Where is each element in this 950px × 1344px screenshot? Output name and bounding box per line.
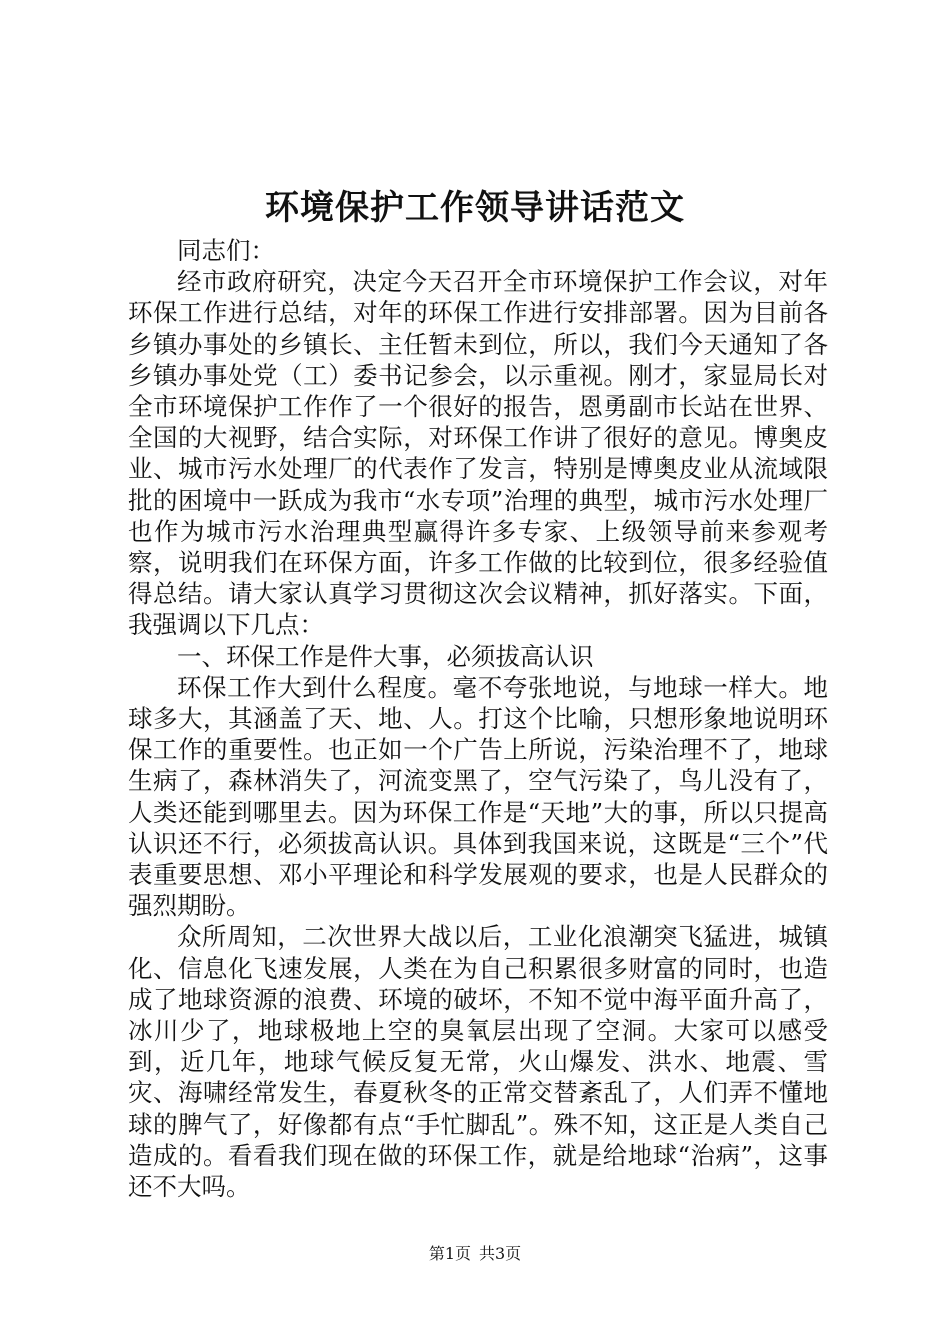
- paragraph-intro: 经市政府研究，决定今天召开全市环境保护工作会议，对年环保工作进行总结，对年的环保工作进行安排部署。因为目前各乡镇办事处的乡镇长、主任暂未到位，所以，我们今天通知了各乡镇办事处党（工）委书记参会，以示重视。刚才，家显局长对全市环境保护工作作了一个很好的报告，恩勇副市长站在世界、全国的大视野，结合实际，对环保工作讲了很好的意见。博奥皮业、城市污水处理厂的代表作了发言，特别是博奥皮业从流域限批的困境中一跃成为我市“水专项”治理的典型，城市污水处理厂也作为城市污水治理典型赢得许多专家、上级领导前来参观考察，说明我们在环保方面，许多工作做的比较到位，很多经验值得总结。请大家认真学习贯彻这次会议精神，抓好落实。下面，我强调以下几点：: [128, 267, 828, 640]
- paragraph-section1-a: 环保工作大到什么程度。毫不夸张地说，与地球一样大。地球多大，其涵盖了天、地、人。打这个比喻，只想形象地说明环保工作的重要性。也正如一个广告上所说，污染治理不了，地球生病了，森林消失了，河流变黑了，空气污染了，鸟儿没有了，人类还能到哪里去。因为环保工作是“天地”大的事，所以只提高认识还不行，必须拔高认识。具体到我国来说，这既是“三个”代表重要思想、邓小平理论和科学发展观的要求，也是人民群众的强烈期盼。: [128, 672, 828, 921]
- section-heading-1: 一、环保工作是件大事，必须拔高认识: [177, 641, 594, 671]
- greeting: 同志们：: [177, 236, 275, 265]
- page-total: 共3页: [479, 1244, 522, 1263]
- document-body: [128, 235, 828, 1202]
- page-footer: [0, 1244, 950, 1264]
- page-number: 第1页: [428, 1244, 471, 1263]
- paragraph-section1-b: 众所周知，二次世界大战以后，工业化浪潮突飞猛进，城镇化、信息化飞速发展，人类在为自己积累很多财富的同时，也造成了地球资源的浪费、环境的破坏，不知不觉中海平面升高了，冰川少了，地球极地上空的臭氧层出现了空洞。大家可以感受到，近几年，地球气候反复无常，火山爆发、洪水、地震、雪灾、海啸经常发生，春夏秋冬的正常交替紊乱了，人们弄不懂地球的脾气了，好像都有点“手忙脚乱”。殊不知，这正是人类自己造成的。看看我们现在做的环保工作，就是给地球“治病”，这事还不大吗。: [128, 922, 828, 1202]
- document-title: 环境保护工作领导讲话范文: [265, 188, 685, 228]
